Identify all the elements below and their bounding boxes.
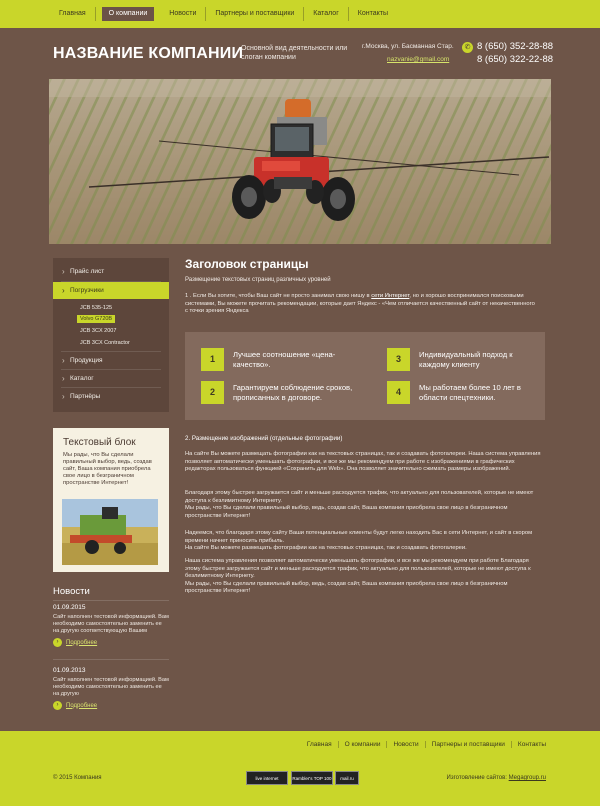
submenu-item-jcb535[interactable]: JCB 535-125	[80, 305, 113, 311]
content-paragraph: Надеемся, что благодаря этому сайту Ваши потенциальные клиенты будут легко находить Вас в сети Интернет, и сайт в скором времени начнет приносить прибыль. На сайте Вы можете размещать фотографии как на текстовых страницах, так и создавать фотогалереи.	[185, 530, 533, 552]
feature-text: Мы работаем более 10 лет в области спецтехники.	[419, 383, 521, 402]
text-block-body: Мы рады, что Вы сделали правильный выбор, ведь, создав сайт, Ваша компания приобрела свое лицо в безграничном пространстве Интернет!	[63, 452, 152, 486]
footer-nav-home[interactable]: Главная	[301, 741, 339, 748]
feature-text: Лучшее соотношение «цена-качество».	[233, 350, 336, 369]
page-subtitle: Размещение текстовых страниц различных уровней	[185, 277, 331, 283]
sidebar-item-partners[interactable]: › Партнёры	[53, 388, 169, 405]
sidebar-item-price-list[interactable]: › Прайс лист	[53, 263, 169, 280]
nav-about[interactable]: О компании	[102, 7, 155, 21]
arrow-right-icon: ›	[53, 701, 62, 710]
submenu-item-jcb3cx2007[interactable]: JCB 3CX 2007	[80, 328, 117, 334]
text-block-title: Текстовый блок	[63, 437, 136, 448]
text-block	[53, 428, 169, 572]
nav-home[interactable]: Главная	[53, 7, 96, 21]
sidebar-menu	[53, 258, 169, 412]
news-more-link[interactable]: › Подробнее	[53, 701, 97, 710]
feature-number: 3	[387, 348, 410, 371]
nav-partners[interactable]: Партнеры и поставщики	[206, 7, 304, 21]
footer-nav-contacts[interactable]: Контакты	[517, 741, 546, 748]
sidebar-item-loaders[interactable]: › Погрузчики	[53, 282, 169, 299]
news-text: Сайт наполнен тестовой информацией. Вам необходимо самостоятельно заменить ее на другую соответствующую Вашим	[53, 614, 169, 634]
liveinternet-counter-badge[interactable]: live internet	[246, 771, 288, 785]
footer-navigation	[0, 731, 600, 762]
nav-catalog[interactable]: Каталог	[304, 7, 348, 21]
news-divider	[53, 659, 169, 660]
content-paragraph: Наша система управления позволяет автоматически уменьшать фотографии, и все же мы рекомендуем при работе Благодаря этому быстрее загружается сайт и меньше расходуется трафик, что актуально для пользователей, которые не имеют доступа к безлимитному Интернету. Мы рады, что Вы сделали правильный выбор, ведь, создав сайт, Ваша компания приобрела свое лицо в безграничном пространстве Интернет!	[185, 558, 531, 595]
feature-number: 1	[201, 348, 224, 371]
harvester-image	[62, 499, 158, 565]
sidebar-item-products[interactable]: › Продукция	[53, 352, 169, 369]
feature-item	[387, 381, 537, 404]
feature-item	[387, 348, 537, 371]
submenu-item-jcb3cx-contractor[interactable]: JCB 3CX Contractor	[80, 340, 130, 346]
page-title: Заголовок страницы	[185, 257, 309, 271]
mailru-counter-badge[interactable]: mail.ru	[335, 771, 359, 785]
news-text: Сайт наполнен тестовой информацией. Вам необходимо самостоятельно заменить ее на другую	[53, 677, 169, 697]
content-paragraph: На сайте Вы можете размещать фотографии как на текстовых страницах, так и создавать фотогалереи. Наша система управления позволяет автоматически уменьшать фотографии, и все же мы рекомендуем при работе с изображениями в графических редакторах пользоваться функцией «Сохранить для Web». Она позволяет значительно сжимать размеры изображений.	[185, 451, 541, 473]
feature-number: 2	[201, 381, 224, 404]
section-heading: 2. Размещение изображений (отдельные фотографии)	[185, 435, 343, 442]
company-slogan: Основной вид деятельности или слоган компании	[241, 45, 348, 61]
news-divider	[53, 600, 169, 601]
made-by	[447, 775, 547, 781]
megagroup-link[interactable]: Megagroup.ru	[508, 775, 546, 781]
feature-text: Индивидуальный подход к каждому клиенту	[419, 350, 513, 369]
footer-nav-news[interactable]: Новости	[387, 741, 425, 748]
news-heading: Новости	[53, 586, 90, 597]
intro-text: 1 . Если Вы хотите, чтобы Ваш сайт не просто занимал свою нишу в	[185, 293, 372, 299]
features-block	[185, 332, 545, 420]
top-navigation	[0, 0, 600, 28]
submenu-item-volvo[interactable]: Volvo G720B	[77, 315, 115, 323]
copyright: © 2015 Компания	[53, 775, 102, 781]
feature-item	[201, 381, 383, 404]
intro-paragraph	[185, 293, 535, 316]
nav-contacts[interactable]: Контакты	[357, 10, 388, 17]
rambler-top100-badge[interactable]: Rambler's TOP 100	[291, 771, 333, 785]
sidebar-item-catalog[interactable]: › Каталог	[53, 370, 169, 387]
footer-bottom	[0, 762, 600, 806]
company-email-link[interactable]: nazvanie@gmail.com	[387, 56, 450, 63]
content-paragraph: Благодаря этому быстрее загружается сайт и меньше расходуется трафик, что актуально для пользователей, которые не имеют доступа к безлимитному Интернету. Мы рады, что Вы сделали правильный выбор, ведь, создав сайт, Ваша компания приобрела свое лицо в безграничном пространстве Интернет!	[185, 490, 534, 519]
nav-news[interactable]: Новости	[160, 7, 206, 21]
feature-item	[201, 348, 345, 371]
feature-number: 4	[387, 381, 410, 404]
news-date: 01.09.2015	[53, 604, 86, 611]
footer-nav-about[interactable]: О компании	[339, 741, 388, 748]
phone-icon: ✆	[462, 42, 473, 53]
company-address: г.Москва, ул. Басманная Стар.	[362, 43, 454, 50]
news-date: 01.09.2013	[53, 667, 86, 674]
phone-number-2: 8 (650) 322-22-88	[477, 54, 554, 65]
internet-link[interactable]: сети Интернет	[371, 293, 410, 299]
phone-number-1: 8 (650) 352-28-88	[477, 41, 554, 52]
feature-text: Гарантируем соблюдение сроков, прописанных в договоре.	[233, 383, 353, 402]
made-by-label: Изготовление сайтов:	[446, 775, 507, 781]
footer-nav-partners[interactable]: Партнеры и поставщики	[426, 741, 512, 748]
intro-text: , но и хорошо воспринимался поисковыми системами, Вы можете прочитать рекомендации, которые дает Яндекс - «Чем отличается качественный сайт от некачественного с точки зрения Яндекса	[185, 293, 535, 314]
company-logo[interactable]: НАЗВАНИЕ КОМПАНИИ	[53, 45, 244, 62]
arrow-right-icon: ›	[53, 638, 62, 647]
hero-tractor-image	[49, 79, 551, 244]
news-more-link[interactable]: › Подробнее	[53, 638, 97, 647]
